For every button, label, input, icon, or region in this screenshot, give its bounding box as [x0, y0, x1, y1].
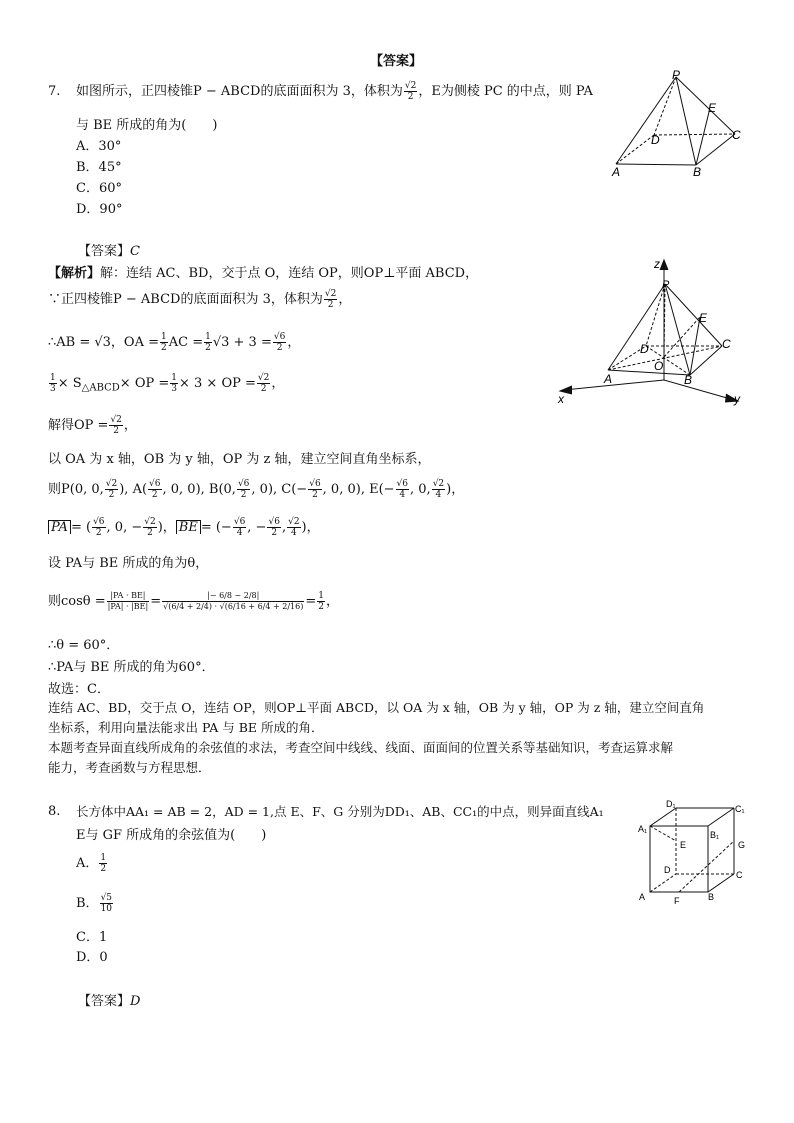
- analysis-line-1: 【解析】解：连结 AC、BD，交于点 O，连结 OP，则OP⊥平面 ABCD，: [48, 266, 479, 281]
- label-d: D: [664, 865, 671, 875]
- q8-option-c: C．1: [76, 930, 108, 945]
- label-b1: B₁: [710, 830, 720, 840]
- analysis-line-10: 则cosθ = $\frac{|PA \cdot BE|}{|PA| \cdot |BE|}$ = $\frac{|- 6/8 - 2/8|}{√(6/4 + 2/4) \cdot √(6/16 + 6/4 + 2/16)}$ = $\frac{1}{2}$ ，: [48, 591, 339, 612]
- q8-stem-line1: 长方体中AA₁ = AB = 2，AD = 1,点 E、F、G 分别为DD₁、AB、CC₁的中点，则异面直线A₁: [76, 804, 604, 819]
- label-g: G: [738, 840, 746, 850]
- analysis-line-5: 解得OP = $\frac{√2}{2}$ ，: [48, 415, 137, 436]
- analysis-line-3: ∴AB = √3，OA = $\frac{1}{2}$ AC = $\frac{1}{2}$ √3 + 3 = $\frac{√6}{2}$ ，: [48, 332, 301, 353]
- analysis-line-7: 则P(0, 0, $\frac{√2}{2}$ ), A( $\frac{√6}{2}$ , 0, 0), B(0, $\frac{√6}{2}$ , 0), C(− $\frac{√6}{2}$ , 0, 0), E(− $\frac{√6}{4}$ , 0, $\frac{√2}{4}$ )，: [48, 479, 465, 500]
- q7-number: 7.: [48, 84, 61, 99]
- q8-number: 8.: [48, 804, 61, 819]
- q7-pyramid-figure: [608, 68, 748, 182]
- analysis-line-11: ∴θ = 60°．: [48, 638, 120, 653]
- q7-stem-line2: 与 BE 所成的角为( ): [76, 118, 218, 133]
- label-a1: A₁: [638, 824, 648, 834]
- axis-y-label: y: [734, 392, 740, 406]
- analysis-line-15: 坐标系，利用向量法能求出 PA 与 BE 所成的角．: [48, 720, 324, 735]
- q8-answer: 【答案】D: [78, 994, 141, 1009]
- label-b: B: [693, 165, 702, 179]
- analysis-line-4: $\frac{1}{3}$ × $S_{\triangle ABCD}\times$ OP = $\frac{1}{3}$ × 3 × OP = $\frac{√2}{2}$ ，: [50, 373, 285, 394]
- q8-option-a: A． $\frac{1}{2}$: [76, 853, 107, 874]
- analysis-line-17: 能力，考查函数与方程思想．: [48, 760, 211, 775]
- label-d: D: [651, 133, 660, 147]
- q7-answer: 【答案】C: [78, 244, 140, 259]
- label-c: C: [732, 128, 741, 142]
- label-p: P: [672, 68, 681, 82]
- q8-option-b: B． $\frac{√5}{10}$: [76, 893, 113, 914]
- section-header: 【答案】: [370, 54, 423, 69]
- label-f: F: [674, 896, 680, 906]
- analysis-line-12: ∴PA与 BE 所成的角为60°．: [48, 660, 215, 675]
- label-e: E: [680, 840, 687, 850]
- analysis-line-2: ∵正四棱锥P − ABCD的底面面积为 3，体积为 $\frac{√2}{2}$ ，: [48, 289, 352, 310]
- label-p: P: [662, 279, 670, 291]
- analysis-line-13: 故选：C．: [48, 682, 110, 697]
- label-c: C: [736, 870, 743, 880]
- label-e: E: [699, 311, 708, 325]
- analysis-line-16: 本题考查异面直线所成角的余弦值的求法，考查空间中线线、线面、面面间的位置关系等基础知识，考查运算求解: [48, 740, 674, 755]
- label-o: O: [654, 359, 664, 373]
- q7-stem-line1: 如图所示，正四棱锥P − ABCD的底面面积为 3，体积为 $\frac{√2}{2}$ ，E为侧棱 PC 的中点，则 PA: [76, 81, 593, 102]
- analysis-line-14: 连结 AC、BD，交于点 O，连结 OP，则OP⊥平面 ABCD，以 OA 为 x 轴，OB 为 y 轴，OP 为 z 轴，建立空间直角: [48, 700, 705, 715]
- label-a: A: [639, 892, 646, 902]
- q8-stem-line2: E与 GF 所成角的余弦值为( ): [76, 828, 267, 843]
- q7-option-c: C．60°: [76, 181, 122, 196]
- analysis-line-6: 以 OA 为 x 轴，OB 为 y 轴，OP 为 z 轴，建立空间直角坐标系，: [48, 452, 431, 467]
- axis-x-label: x: [558, 392, 564, 406]
- q7-option-a: A．30°: [76, 139, 122, 154]
- analysis-line-9: 设 PA与 BE 所成的角为θ，: [48, 556, 209, 571]
- label-b: B: [708, 892, 715, 902]
- label-d: D: [640, 342, 649, 356]
- label-e: E: [708, 101, 717, 115]
- q7-option-b: B．45°: [76, 160, 122, 175]
- q7-coordinate-figure: [550, 252, 750, 410]
- q8-cuboid-figure: [636, 798, 760, 910]
- q8-option-d: D．0: [76, 950, 108, 965]
- label-b: B: [684, 373, 693, 387]
- axis-z-label: z: [654, 257, 660, 271]
- label-a: A: [612, 165, 621, 179]
- q7-option-d: D．90°: [76, 202, 123, 217]
- label-c: C: [722, 337, 731, 351]
- label-a: A: [604, 372, 613, 386]
- analysis-line-8: PA = ( $\frac{√6}{2}$ , 0, − $\frac{√2}{2}$ )， BE = (− $\frac{√6}{4}$ , − $\frac{√6}{2}$ , $\frac{√2}{4}$ )，: [48, 516, 320, 538]
- label-c1: C₁: [735, 804, 745, 814]
- label-d1: D₁: [666, 799, 676, 809]
